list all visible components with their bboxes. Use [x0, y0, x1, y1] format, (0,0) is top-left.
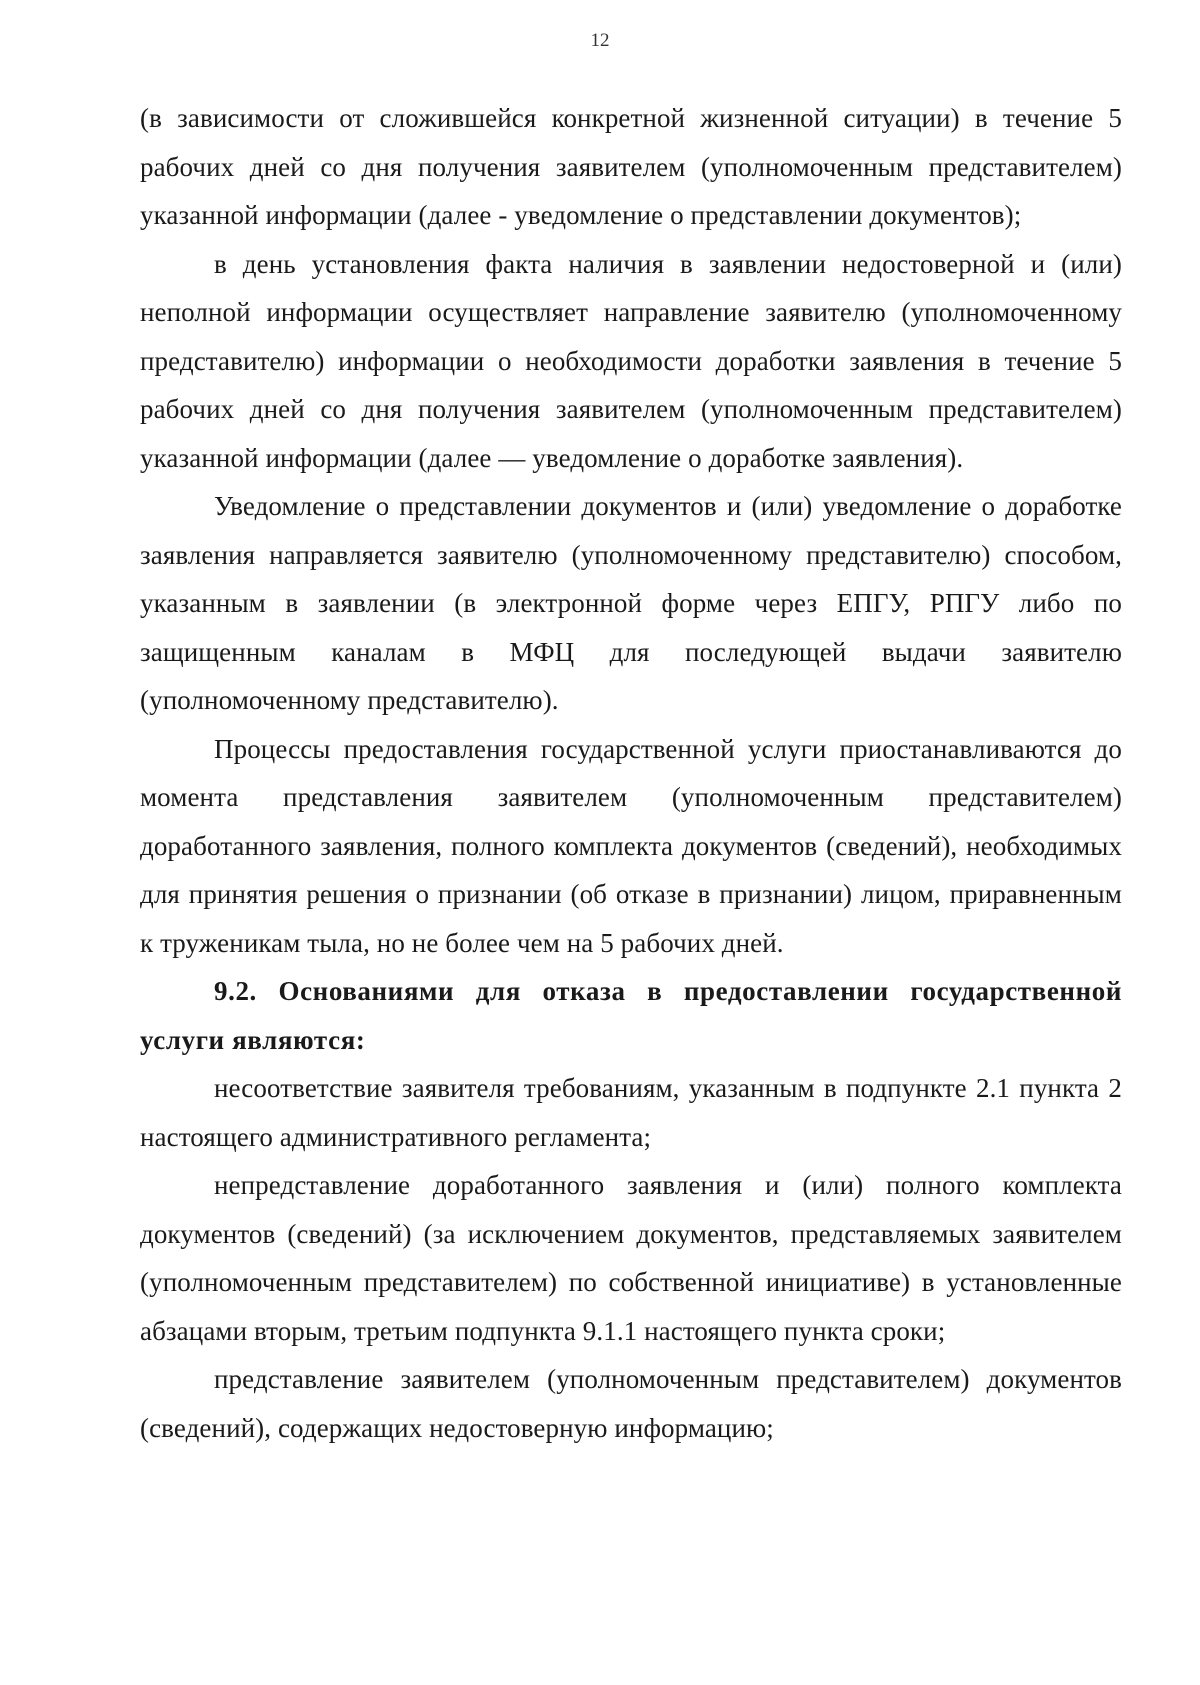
paragraph-notification-sending: Уведомление о представлении документов и (или) уведомление о доработке заявления направляется заявителю (уполномоченному представителю) способом, указанным в заявлении (в электронной форме через ЕПГУ, РПГУ либо по защищенным каналам в МФЦ для последующей выдачи заявителю (уполномоченному представителю). [140, 491, 1122, 715]
list-item-documents-not-submitted: непредставление доработанного заявления и (или) полного комплекта документов (сведений) (за исключением документов, представляемых заявителем (уполномоченным представителем) по собственной инициативе) в установленные абзацами вторым, третьим подпункта 9.1.1 настоящего пункта сроки; [140, 1170, 1122, 1346]
paragraph-continuation: (в зависимости от сложившейся конкретной жизненной ситуации) в течение 5 рабочих дней со дня получения заявителем (уполномоченным представителем) указанной информации (далее - уведомление о представлении документов); [140, 103, 1122, 230]
list-item-false-information: представление заявителем (уполномоченным представителем) документов (сведений), содержащих недостоверную информацию; [140, 1364, 1122, 1443]
paragraph-incomplete-info: в день установления факта наличия в заявлении недостоверной и (или) неполной информации осуществляет направление заявителю (уполномоченному представителю) информации о необходимости доработки заявления в течение 5 рабочих дней со дня получения заявителем (уполномоченным представителем) указанной информации (далее — уведомление о доработке заявления). [140, 248, 1122, 473]
page-number: 12 [590, 30, 610, 51]
list-item-requirements-mismatch: несоответствие заявителя требованиям, указанным в подпункте 2.1 пункта 2 настоящего административного регламента; [140, 1073, 1122, 1152]
section-heading-9-2: 9.2. Основаниями для отказа в предоставлении государственной услуги являются: [140, 976, 1122, 1055]
document-body [140, 94, 1122, 1452]
paragraph-suspension: Процессы предоставления государственной услуги приостанавливаются до момента представления заявителем (уполномоченным представителем) доработанного заявления, полного комплекта документов (сведений), необходимых для принятия решения о признании (об отказе в признании) лицом, приравненным к труженикам тыла, но не более чем на 5 рабочих дней. [140, 733, 1122, 958]
